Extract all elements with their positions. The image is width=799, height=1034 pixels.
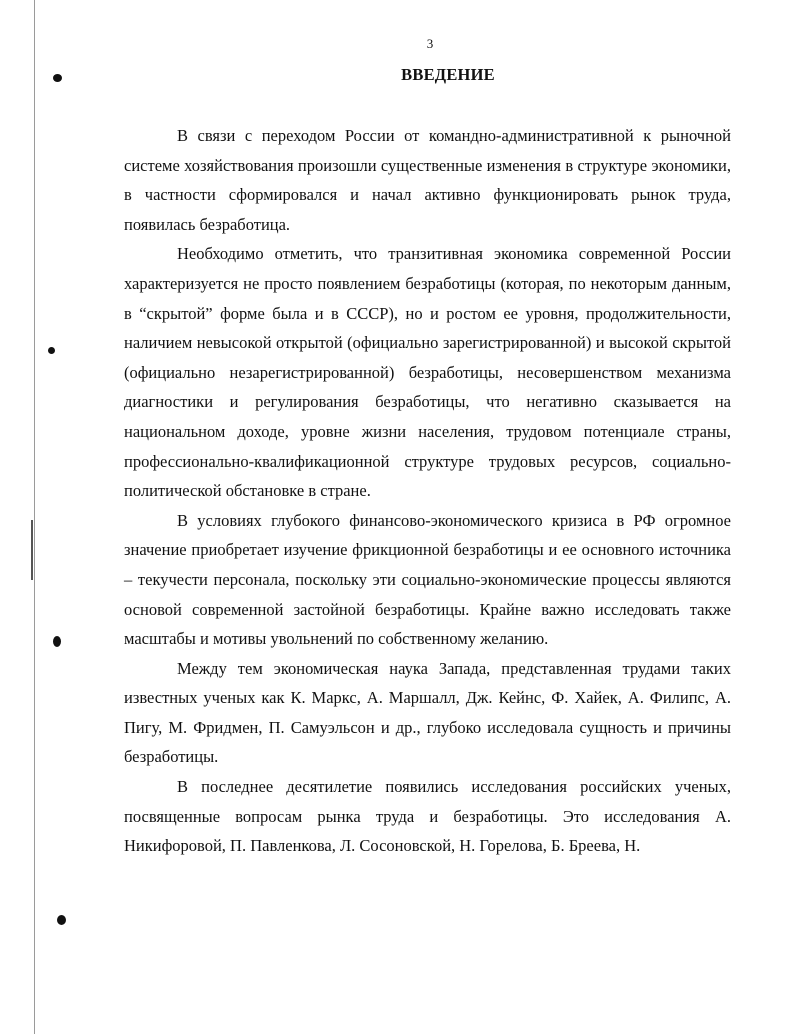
paragraph: В связи с переходом России от командно-административной к рыночной системе хозяйствования произошли существенные изменения в структуре экономики, в частности сформировался и начал активно функционировать рынок труда, появилась безработица. (124, 126, 731, 234)
paragraph: Между тем экономическая наука Запада, представленная трудами таких известных ученых как К. Маркс, А. Маршалл, Дж. Кейнс, Ф. Хайек, А. Филипс, А. Пигу, М. Фридмен, П. Самуэльсон и др., глубоко исследовала сущность и причины безработицы. (124, 658, 731, 767)
scan-speck (48, 347, 55, 354)
page-title: ВВЕДЕНИЕ (401, 65, 495, 84)
body-text (124, 121, 731, 861)
paragraph: В последнее десятилетие появились исследования российских ученых, посвященные вопросам рынка труда и безработицы. Это исследования А. Никифоровой, П. Павленкова, Л. Сосоновской, Н. Горелова, Б. Бреева, Н. (124, 777, 731, 856)
scan-speck (57, 915, 66, 925)
scan-speck (53, 636, 61, 647)
page-number: 3 (426, 36, 434, 51)
binding-line (34, 0, 35, 1034)
paragraph: Необходимо отметить, что транзитивная экономика современной России характеризуется не просто появлением безработицы (которая, по некоторым данным, в “скрытой” форме была и в СССР), но и ростом ее уровня, продолжительности, наличием невысокой открытой (официально зарегистрированной) и высокой скрытой (официально незарегистрированной) безработицы, несовершенством механизма диагностики и регулирования безработицы, что негативно сказывается на национальном доходе, уровне жизни населения, трудовом потенциале страны, профессионально-квалификационной структуре трудовых ресурсов, социально-политической обстановке в стране. (124, 244, 731, 501)
binding-line-mark (31, 520, 33, 580)
paragraph: В условиях глубокого финансово-экономического кризиса в РФ огромное значение приобретает изучение фрикционной безработицы и ее основного источника – текучести персонала, поскольку эти социально-экономические процессы являются основой современной застойной безработицы. Крайне важно исследовать также масштабы и мотивы увольнений по собственному желанию. (124, 510, 731, 649)
